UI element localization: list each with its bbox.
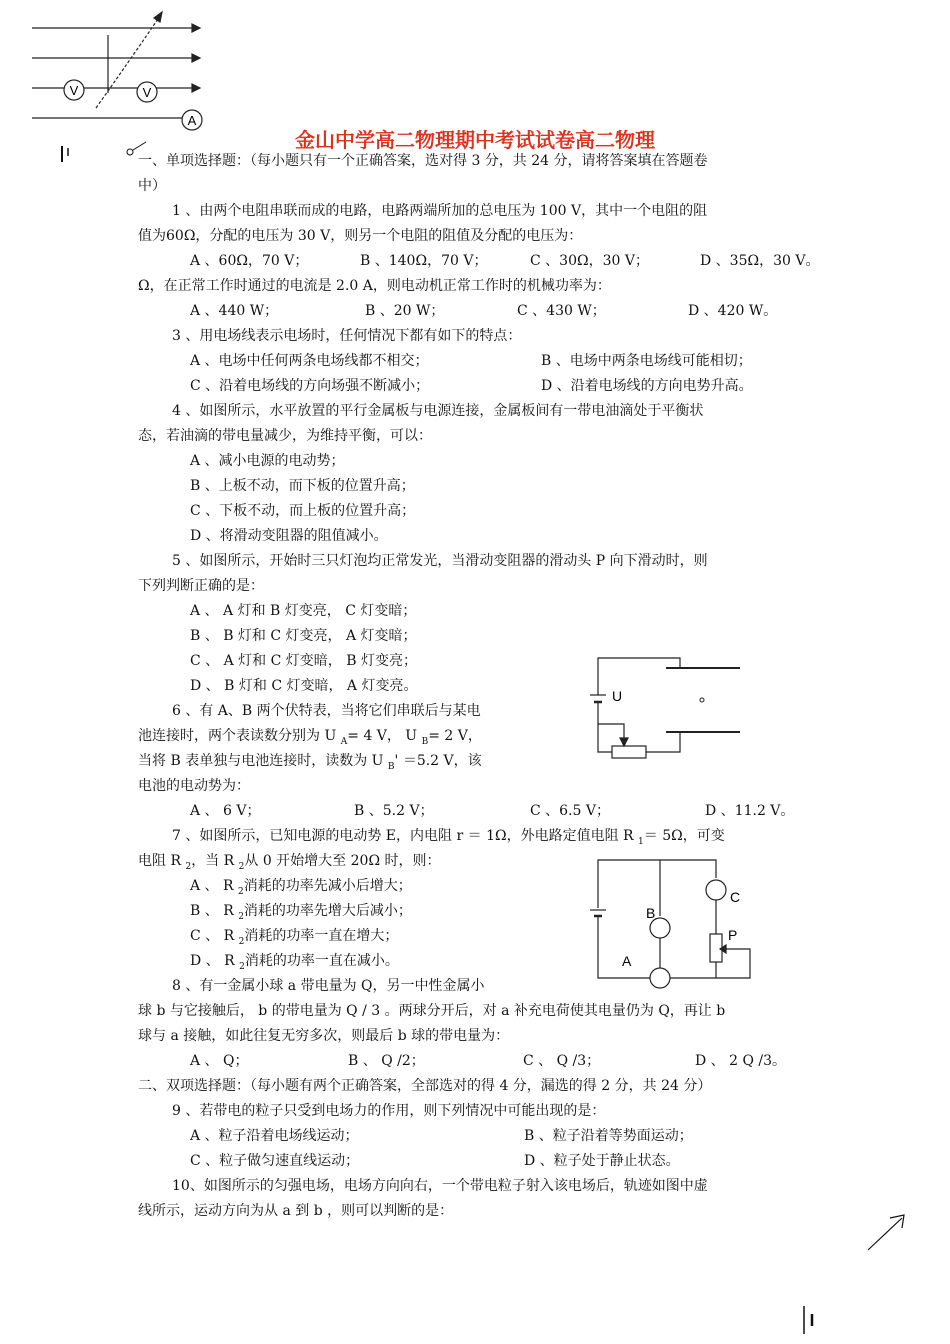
q8-option-b: B 、 Q /2； [348, 1053, 425, 1069]
q5-option-b: B 、 B 灯和 C 灯变亮， A 灯变暗； [190, 628, 417, 644]
q8-option-a: A 、 Q； [190, 1053, 249, 1069]
q6-text-5: ' ＝5.2 V，该 [394, 753, 482, 769]
q2-option-b: B 、20 W； [365, 303, 445, 319]
q6-sub-b: B [421, 736, 429, 747]
q5-stem: 5 、如图所示，开始时三只灯泡均正常发光，当滑动变阻器的滑动头 P 向下滑动时，则 [172, 553, 708, 569]
q2-option-d: D 、420 W。 [688, 303, 778, 319]
bottom-right-mark [800, 1304, 820, 1338]
q7-b-sub: 2 [238, 911, 244, 922]
battery-label-u: U [612, 688, 623, 704]
q7-d-sub: 2 [239, 961, 245, 972]
q7-a-sub: 2 [238, 886, 244, 897]
q5-stem-cont: 下列判断正确的是： [138, 578, 264, 594]
q7-b-tail: 消耗的功率先增大后减小； [243, 903, 412, 919]
top-field-figure [0, 0, 210, 135]
q6-option-a: A 、 6 V； [190, 803, 261, 819]
q1-stem: 1 、由两个电阻串联而成的电路，电路两端所加的总电压为 100 V，其中一个电阻的阻 [172, 203, 708, 219]
q7-c-text: C 、 R [190, 928, 239, 944]
q2-stem: Ω，在正常工作时通过的电流是 2.0 A，则电动机正常工作时的机械功率为： [138, 278, 611, 294]
q8-option-d: D 、 2 Q /3。 [695, 1053, 787, 1069]
q7-a-text: A 、 R [190, 878, 239, 894]
trajectory-arrow-icon [862, 1210, 912, 1255]
q8-stem-cont2: 球与 a 接触，如此往复无穷多次，则最后 b 球的带电量为： [138, 1028, 510, 1044]
q6-option-b: B 、5.2 V； [354, 803, 434, 819]
slider-p-label: P [728, 927, 738, 943]
q3-option-c: C 、沿着电场线的方向场强不断减小； [190, 378, 430, 394]
q7-d-tail: 消耗的功率一直在减小。 [244, 953, 399, 969]
q1-stem-cont: 值为60Ω，分配的电压为 30 V，则另一个电阻的阻值及分配的电压为： [138, 228, 583, 244]
q7-d-text: D 、 R [190, 953, 240, 969]
q6-sub-b2: B [387, 761, 395, 772]
page-title: 金山中学高二物理期中考试试卷高二物理 [295, 128, 655, 152]
q7-text-4: ，当 R [191, 853, 239, 869]
q7-text-1: 7 、如图所示，已知电源的电动势 E，内电阻 r ＝ 1Ω，外电路定值电阻 R [172, 828, 639, 844]
q7-c-sub: 2 [238, 936, 245, 947]
section2-heading: 二、双项选择题：（每小题有两个正确答案，全部选对的得 4 分，漏选的得 2 分，共 24 分） [138, 1078, 712, 1094]
lamp-circuit-figure [580, 848, 770, 988]
v-meter-label-1: V [69, 83, 79, 98]
q6-text-2: = 4 V， U [347, 728, 422, 744]
q2-option-a: A 、440 W； [190, 303, 279, 319]
q7-sub-3: 2 [238, 861, 245, 872]
q1-option-a: A 、60Ω，70 V； [190, 253, 309, 269]
q9-option-a: A 、粒子沿着电场线运动； [190, 1128, 359, 1144]
q9-option-b: B 、粒子沿着等势面运动； [524, 1128, 693, 1144]
a-meter-label: A [187, 113, 197, 128]
q6-option-c: C 、6.5 V； [530, 803, 610, 819]
q1-option-c: C 、30Ω，30 V； [530, 253, 649, 269]
parallel-plate-figure [580, 650, 750, 765]
q4-option-a: A 、减小电源的电动势； [190, 453, 345, 469]
q5-option-a: A 、 A 灯和 B 灯变亮， C 灯变暗； [190, 603, 417, 619]
q7-text-2: ＝ 5Ω，可变 [643, 828, 725, 844]
q9-option-c: C 、粒子做匀速直线运动； [190, 1153, 360, 1169]
q2-option-c: C 、430 W； [517, 303, 606, 319]
lamp-a-label: A [622, 953, 632, 969]
section1-heading: 一、单项选择题：（每小题只有一个正确答案，选对得 3 分，共 24 分，请将答案填在答题卷 [138, 153, 708, 169]
q1-option-b: B 、140Ω，70 V； [360, 253, 488, 269]
q4-option-c: C 、下板不动，而上板的位置升高； [190, 503, 416, 519]
q3-stem: 3 、用电场线表示电场时，任何情况下都有如下的特点： [172, 328, 522, 344]
q8-stem: 8 、有一金属小球 a 带电量为 Q，另一中性金属小 [172, 978, 485, 994]
q6-text-1: 池连接时，两个表读数分别为 U [138, 728, 341, 744]
q7-a-tail: 消耗的功率先减小后增大； [243, 878, 412, 894]
q4-stem-cont: 态，若油滴的带电量减少，为维持平衡，可以： [138, 428, 432, 444]
q9-option-d: D 、粒子处于静止状态。 [524, 1153, 680, 1169]
q8-stem-cont: 球 b 与它接触后， b 的带电量为 Q / 3 。两球分开后，对 a 补充电荷使其电量仍为 Q，再让 b [138, 1003, 726, 1019]
q6-stem: 6 、有 A、B 两个伏特表，当将它们串联后与某电 [172, 703, 481, 719]
q7-sub-2: 2 [185, 861, 192, 872]
q3-option-a: A 、电场中任何两条电场线都不相交； [190, 353, 429, 369]
q7-c-tail: 消耗的功率一直在增大； [244, 928, 399, 944]
q1-option-d: D 、35Ω，30 V。 [700, 253, 820, 269]
v-meter-label-2: V [142, 85, 152, 100]
q10-stem-cont: 线所示，运动方向为从 a 到 b ，则可以判断的是： [138, 1203, 454, 1219]
q6-sub-a: A [340, 736, 348, 747]
q10-stem: 10、如图所示的匀强电场，电场方向向右，一个带电粒子射入该电场后，轨迹如图中虚 [172, 1178, 708, 1194]
q5-option-c: C 、 A 灯和 C 灯变暗， B 灯变亮； [190, 653, 417, 669]
q7-text-5: 从 0 开始增大至 20Ω 时，则： [244, 853, 441, 869]
q8-option-c: C 、 Q /3； [523, 1053, 601, 1069]
q4-option-b: B 、上板不动，而下板的位置升高； [190, 478, 415, 494]
q6-text-3: = 2 V， [428, 728, 482, 744]
q4-option-d: D 、将滑动变阻器的阻值减小。 [190, 528, 388, 544]
q5-option-d: D 、 B 灯和 C 灯变暗， A 灯变亮。 [190, 678, 418, 694]
q6-stem-line4: 电池的电动势为： [138, 778, 250, 794]
lamp-b-label: B [646, 905, 656, 921]
q3-option-d: D 、沿着电场线的方向电势升高。 [541, 378, 753, 394]
section1-heading-cont: 中） [138, 178, 166, 194]
q9-stem: 9 、若带电的粒子只受到电场力的作用，则下列情况中可能出现的是： [172, 1103, 606, 1119]
q7-sub-1: 1 [638, 836, 644, 847]
q4-stem: 4 、如图所示，水平放置的平行金属板与电源连接，金属板间有一带电油滴处于平衡状 [172, 403, 704, 419]
q7-b-text: B 、 R [190, 903, 239, 919]
q6-option-d: D 、11.2 V。 [705, 803, 795, 819]
q6-text-4: 当将 B 表单独与电池连接时，读数为 U [138, 753, 388, 769]
q3-option-b: B 、电场中两条电场线可能相切； [541, 353, 752, 369]
q7-text-3: 电阻 R [138, 853, 186, 869]
lamp-c-label: C [730, 889, 741, 905]
